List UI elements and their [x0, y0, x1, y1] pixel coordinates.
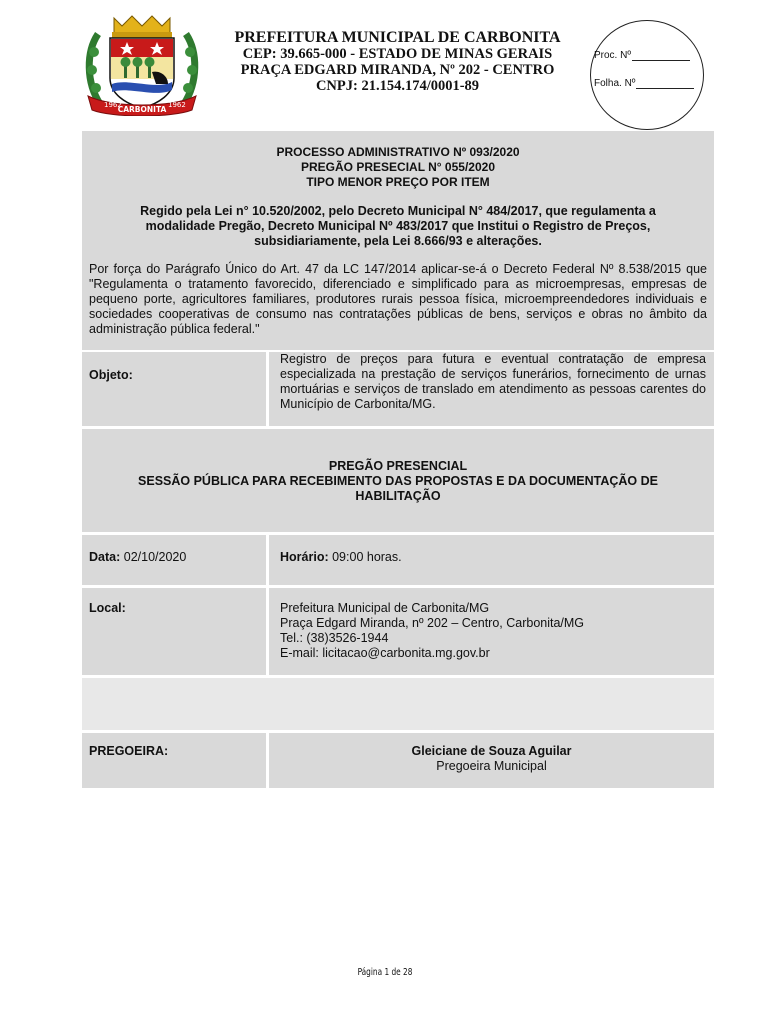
crest-name: CARBONITA [117, 105, 167, 114]
local-line-3: Tel.: (38)3526-1944 [280, 631, 389, 645]
local-email: E-mail: licitacao@carbonita.mg.gov.br [280, 646, 490, 660]
local-row [82, 588, 714, 675]
time-label: Horário: [280, 550, 329, 564]
session-title-block [82, 429, 714, 532]
time-value: 09:00 horas. [332, 550, 402, 564]
stamp-proc-field [594, 50, 690, 61]
objeto-row [82, 352, 714, 426]
tipo-line: TIPO MENOR PREÇO POR ITEM [306, 175, 490, 189]
time-field [280, 550, 402, 565]
session-line-2: SESSÃO PÚBLICA PARA RECEBIMENTO DAS PROPOSTAS E DA DOCUMENTAÇÃO DE [138, 474, 658, 488]
local-label: Local: [89, 601, 126, 615]
crest-year-left: 1962 [104, 101, 122, 109]
stamp-proc-label: Proc. Nº [594, 50, 631, 61]
objeto-label: Objeto: [89, 368, 133, 382]
municipal-crest-logo [82, 12, 202, 116]
pregoeira-signature [269, 744, 714, 774]
schedule-row [82, 535, 714, 585]
date-value: 02/10/2020 [123, 550, 187, 564]
header-text-block [205, 30, 590, 94]
pregoeira-row [82, 733, 714, 788]
pregoeira-role: Pregoeira Municipal [436, 759, 547, 773]
pregoeira-label: PREGOEIRA: [89, 744, 169, 758]
local-line-2: Praça Edgard Miranda, nº 202 – Centro, Carbonita/MG [280, 616, 585, 630]
legal-paragraph: Por força do Parágrafo Único do Art. 47 da LC 147/2014 aplicar-se-á o Decreto Federal Nº 8.538/2015 que "Regulamenta o tratamento favorecido, diferenciado e simplificado para as microempresas, empresas de pequeno porte, agricultores familiares, produtores rurais pessoa física, microempreendedores individuais e sociedades cooperativas de consumo nas contratações públicas de bens, serviços e obras no âmbito da administração pública federal." [89, 262, 707, 336]
header-cnpj: CNPJ: 21.154.174/0001-89 [315, 78, 480, 94]
page-header [0, 0, 770, 125]
pregao-number: PREGÃO PRESECIAL N° 055/2020 [301, 160, 495, 174]
header-cep: CEP: 39.665-000 - ESTADO DE MINAS GERAIS [242, 46, 553, 62]
header-title: PREFEITURA MUNICIPAL DE CARBONITA [234, 29, 561, 46]
legal-basis: Regido pela Lei n° 10.520/2002, pelo Decreto Municipal N° 484/2017, que regulamenta a modalidade Pregão, Decreto Municipal Nº 483/2017 que Institui o Registro de Preços, subsidiariamente, pela Lei 8.666/93 e alterações. [140, 204, 656, 248]
process-info-block [82, 131, 714, 350]
local-line-1: Prefeitura Municipal de Carbonita/MG [280, 601, 490, 615]
session-line-1: PREGÃO PRESENCIAL [328, 459, 468, 473]
spacer-row [82, 678, 714, 730]
date-label: Data: [89, 550, 121, 564]
pregoeira-name: Gleiciane de Souza Aguilar [411, 744, 572, 758]
protocol-stamp-circle [590, 20, 704, 130]
header-address: PRAÇA EDGARD MIRANDA, Nº 202 - CENTRO [240, 62, 555, 78]
date-field [89, 550, 186, 565]
local-address [280, 601, 700, 661]
stamp-folha-field [594, 78, 694, 89]
process-number: PROCESSO ADMINISTRATIVO Nº 093/2020 [276, 145, 520, 159]
crest-year-right: 1962 [168, 101, 186, 109]
objeto-text: Registro de preços para futura e eventual contratação de empresa especializada na prestação de serviços funerários, fornecimento de urnas mortuárias e serviços de translado em atendimento as pessoas carentes do Município de Carbonita/MG. [280, 352, 706, 411]
page-number: Página 1 de 28 [357, 967, 413, 978]
stamp-folha-label: Folha. Nº [594, 78, 636, 89]
session-line-3: HABILITAÇÃO [355, 489, 441, 503]
